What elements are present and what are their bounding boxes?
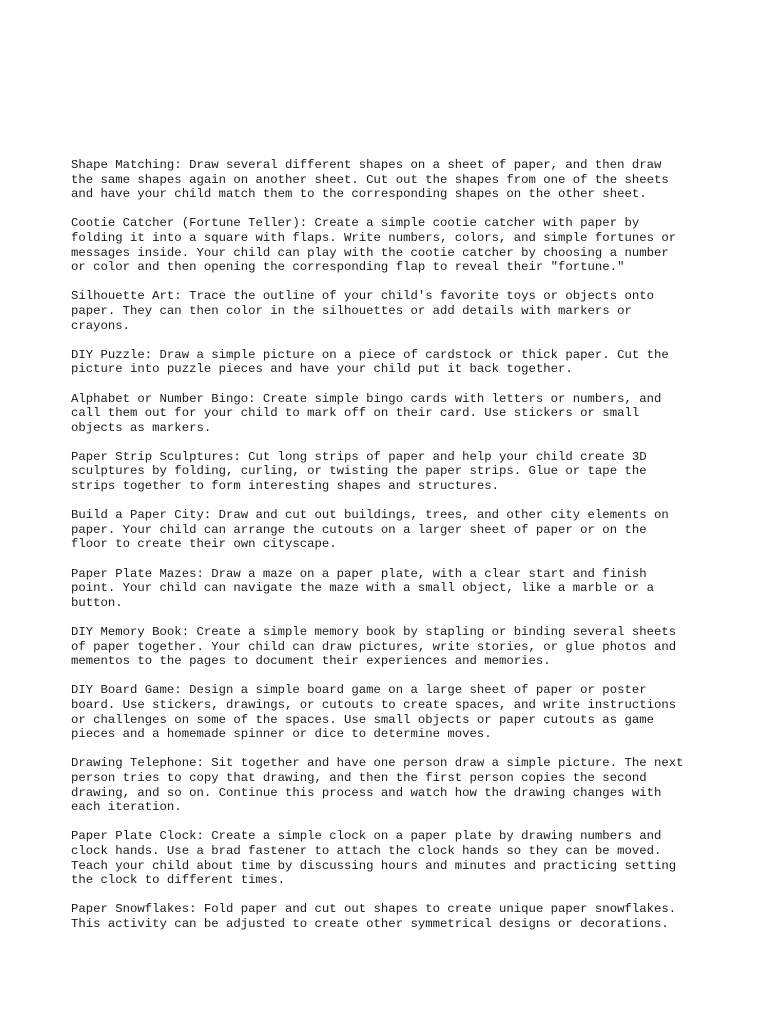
text-line: objects as markers. (71, 420, 212, 435)
text-line: sculptures by folding, curling, or twisting the paper strips. Glue or tape the (71, 464, 647, 479)
text-line: board. Use stickers, drawings, or cutouts to create spaces, and write instructions (71, 697, 677, 712)
text-line: or color and then opening the corresponding flap to reveal their "fortune." (71, 260, 625, 275)
text-line: Build a Paper City: Draw and cut out buildings, trees, and other city elements on (71, 508, 669, 523)
paragraph-memory-book (71, 625, 711, 669)
text-line: floor to create their own cityscape. (71, 537, 337, 552)
text-line: mementos to the pages to document their experiences and memories. (71, 654, 551, 669)
text-line: DIY Board Game: Design a simple board game on a large sheet of paper or poster (71, 683, 647, 698)
paragraph-paper-plate-clock (71, 829, 711, 887)
text-line: Drawing Telephone: Sit together and have one person draw a simple picture. The next (71, 756, 684, 771)
text-line: drawing, and so on. Continue this process and watch how the drawing changes with (71, 785, 662, 800)
text-line: messages inside. Your child can play with the cootie catcher by choosing a number (71, 245, 669, 260)
text-line: Shape Matching: Draw several different shapes on a sheet of paper, and then draw (71, 158, 662, 172)
text-line: Teach your child about time by discussing hours and minutes and practicing setting (71, 858, 677, 873)
paragraph-drawing-telephone (71, 756, 711, 814)
text-line: Silhouette Art: Trace the outline of your child's favorite toys or objects onto (71, 289, 654, 304)
text-line: DIY Memory Book: Create a simple memory book by stapling or binding several sheets (71, 625, 677, 639)
paragraph-board-game (71, 683, 711, 741)
text-line: Paper Strip Sculptures: Cut long strips of paper and help your child create 3D (71, 449, 647, 464)
paragraph-alphabet-bingo (71, 392, 711, 436)
text-line: button. (71, 595, 123, 610)
text-line: and have your child match them to the corresponding shapes on the other sheet. (71, 187, 647, 202)
text-line: Paper Plate Mazes: Draw a maze on a paper plate, with a clear start and finish (71, 566, 647, 581)
text-line: pieces and a homemade spinner or dice to determine moves. (71, 727, 492, 742)
paragraph-paper-plate-mazes (71, 567, 711, 611)
paragraph-paper-strip-sculptures (71, 450, 711, 494)
text-line: strips together to form interesting shapes and structures. (71, 479, 500, 494)
text-line: each iteration. (71, 800, 182, 815)
text-line: crayons. (71, 318, 131, 333)
text-line: DIY Puzzle: Draw a simple picture on a piece of cardstock or thick paper. Cut the (71, 347, 669, 362)
text-line: folding it into a square with flaps. Write numbers, colors, and simple fortunes or (71, 230, 677, 245)
paragraph-shape-matching (71, 158, 711, 202)
text-line: the clock to different times. (71, 873, 286, 888)
text-line: picture into puzzle pieces and have your child put it back together. (71, 362, 573, 377)
text-line: Cootie Catcher (Fortune Teller): Create a simple cootie catcher with paper by (71, 216, 640, 231)
text-line: or challenges on some of the spaces. Use small objects or paper cutouts as game (71, 712, 654, 727)
paragraph-cootie-catcher (71, 216, 711, 274)
text-line: clock hands. Use a brad fastener to attach the clock hands so they can be moved. (71, 843, 662, 858)
text-line: Paper Snowflakes: Fold paper and cut out shapes to create unique paper snowflakes. (71, 902, 677, 917)
text-line: point. Your child can navigate the maze with a small object, like a marble or a (71, 581, 654, 596)
paragraph-paper-city (71, 508, 711, 552)
paragraph-paper-snowflakes (71, 902, 711, 931)
paragraph-silhouette-art (71, 289, 711, 333)
paragraph-diy-puzzle (71, 348, 711, 377)
text-line: the same shapes again on another sheet. Cut out the shapes from one of the sheets (71, 172, 669, 187)
text-line: call them out for your child to mark off on their card. Use stickers or small (71, 406, 640, 421)
text-line: Alphabet or Number Bingo: Create simple bingo cards with letters or numbers, and (71, 391, 662, 406)
text-line: This activity can be adjusted to create other symmetrical designs or decorations. (71, 916, 669, 931)
text-line: of paper together. Your child can draw pictures, write stories, or glue photos and (71, 639, 677, 654)
text-line: Paper Plate Clock: Create a simple clock on a paper plate by drawing numbers and (71, 829, 662, 844)
document-body (71, 158, 711, 946)
text-line: paper. Your child can arrange the cutouts on a larger sheet of paper or on the (71, 522, 647, 537)
text-line: paper. They can then color in the silhouettes or add details with markers or (71, 303, 632, 318)
text-line: person tries to copy that drawing, and then the first person copies the second (71, 770, 647, 785)
